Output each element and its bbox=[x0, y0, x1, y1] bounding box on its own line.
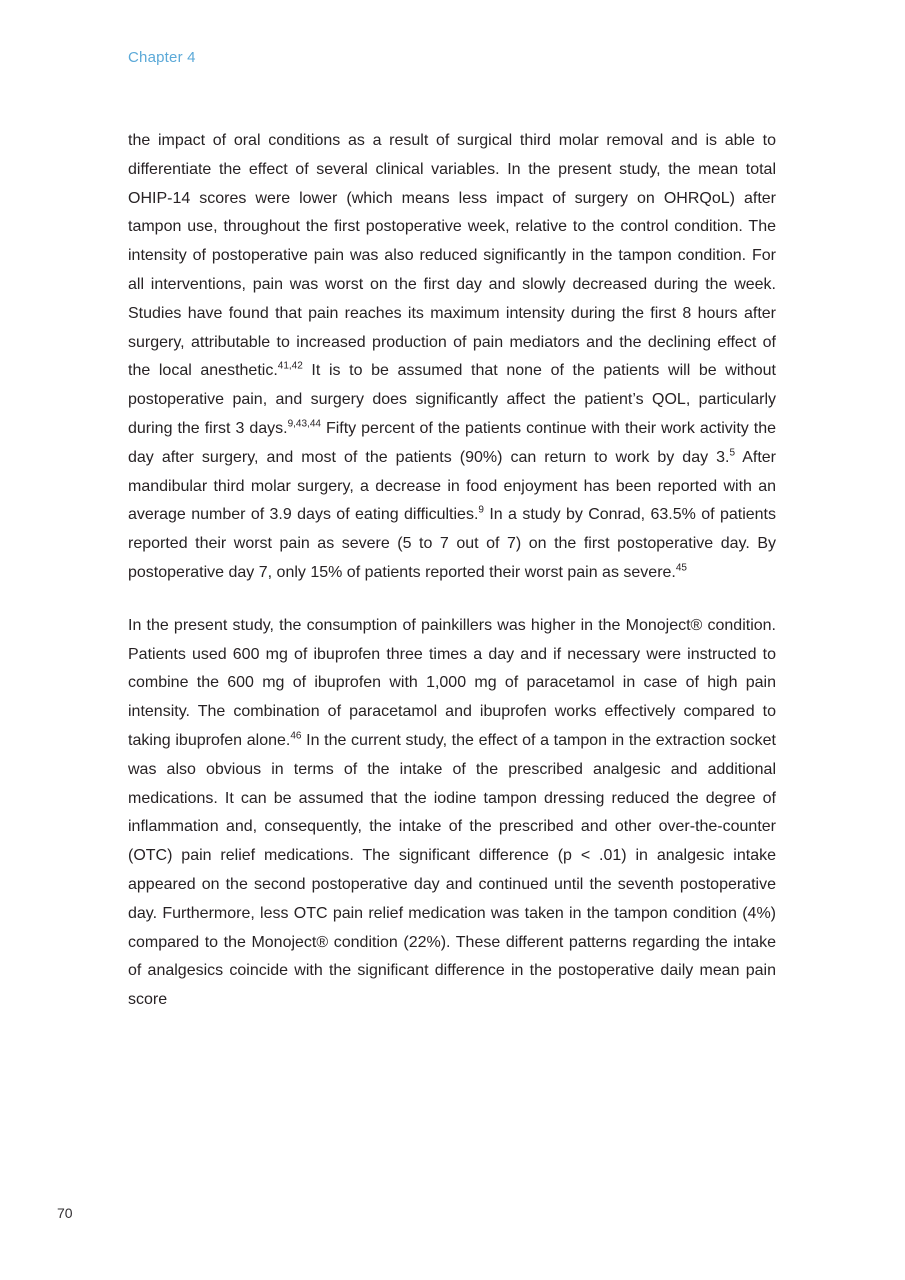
chapter-header: Chapter 4 bbox=[128, 49, 196, 66]
citation-superscript: 5 bbox=[729, 447, 736, 459]
text-run: In a study by Conrad, 63.5% of patients reported their worst pain as severe (5 to 7 out of 7) on the first postoperative day. By postoperative day 7, only 15% of patients reported their worst pain as severe. bbox=[128, 506, 776, 581]
text-run: Fifty percent of the patients continue with their work activity the day after surgery, and most of the patients (90%) can return to work by day 3. bbox=[128, 419, 776, 466]
citation-superscript: 41,42 bbox=[277, 361, 303, 373]
page-number: 70 bbox=[57, 1205, 73, 1221]
paragraph bbox=[128, 127, 776, 588]
body-text bbox=[128, 127, 776, 1015]
text-run: After mandibular third molar surgery, a decrease in food enjoyment has been reported with an average number of 3.9 days of eating difficulties. bbox=[128, 448, 776, 524]
text-run: the impact of oral conditions as a result of surgical third molar removal and is able to differentiate the effect of several clinical variables. In the present study, the mean total OHIP-14 scores were lower (which means less impact of surgery on OHRQoL) after tampon use, throughout the first postoperative week, relative to the control condition. The intensity of postoperative pain was also reduced significantly in the tampon condition. For all interventions, pain was worst on the first day and slowly decreased during the week. Studies have found that pain reaches its maximum intensity during the first 8 hours after surgery, attributable to increased production of pain mediators and the declining effect of the local anesthetic. bbox=[128, 132, 776, 380]
paragraph bbox=[128, 612, 776, 1015]
text-run: In the present study, the consumption of painkillers was higher in the Monoject® condition. Patients used 600 mg of ibuprofen three times a day and if necessary were instructed to combine the 600 mg of ibuprofen with 1,000 mg of paracetamol in case of high pain intensity. The combination of paracetamol and ibuprofen works effectively compared to taking ibuprofen alone. bbox=[128, 616, 776, 749]
text-run: In the current study, the effect of a tampon in the extraction socket was also obvious in terms of the intake of the prescribed analgesic and additional medications. It can be assumed that the iodine tampon dressing reduced the degree of inflammation and, consequently, the intake of the prescribed and other over-the-counter (OTC) pain relief medications. The significant difference (p < .01) in analgesic intake appeared on the second postoperative day and continued until the seventh postoperative day. Furthermore, less OTC pain relief medication was taken in the tampon condition (4%) compared to the Monoject® condition (22%). These different patterns regarding the intake of analgesics coincide with the significant difference in the postoperative daily mean pain score bbox=[128, 731, 776, 1009]
citation-superscript: 9 bbox=[478, 505, 484, 517]
citation-superscript: 9,43,44 bbox=[287, 418, 321, 430]
text-run: It is to be assumed that none of the patients will be without postoperative pain, and surgery does significantly affect the patient’s QOL, particularly during the first 3 days. bbox=[128, 362, 777, 437]
citation-superscript: 46 bbox=[290, 730, 302, 742]
citation-superscript: 45 bbox=[675, 562, 687, 574]
